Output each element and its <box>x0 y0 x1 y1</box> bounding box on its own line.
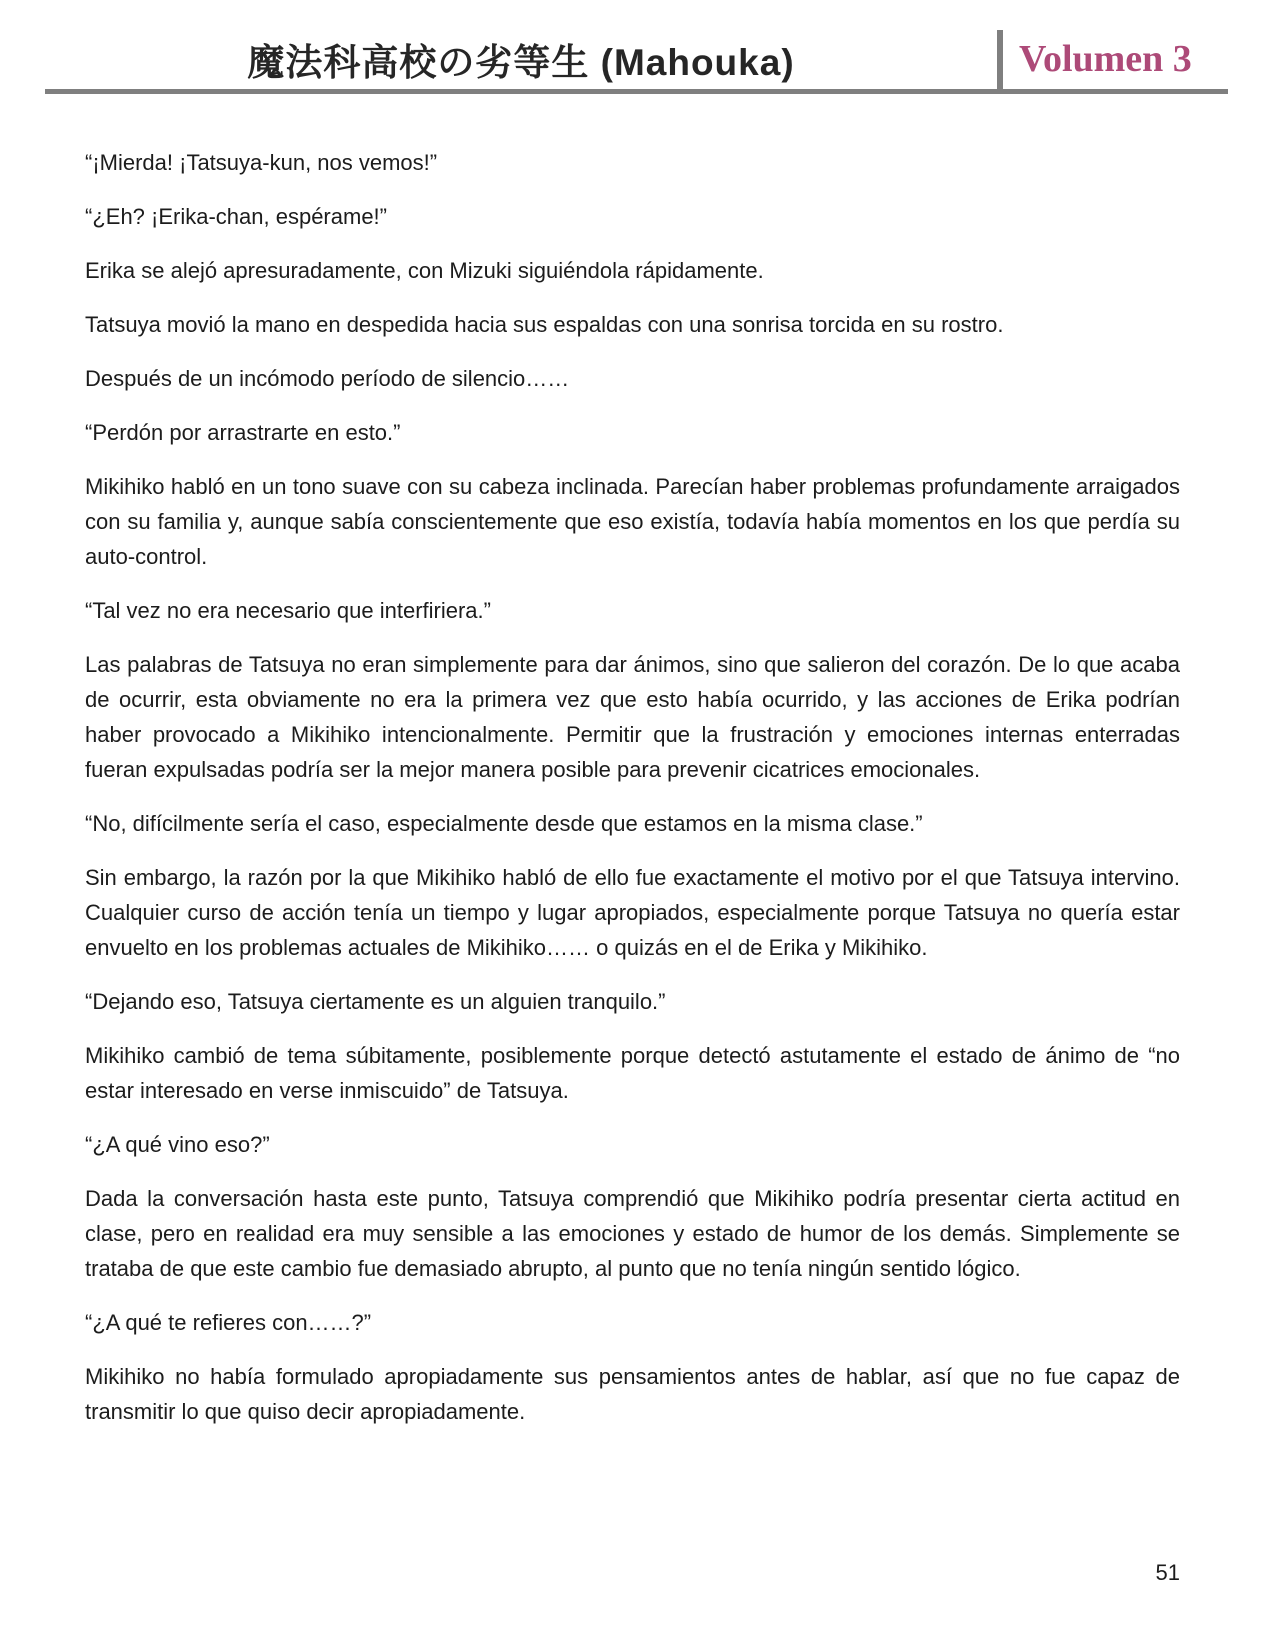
narration-paragraph: Después de un incómodo período de silencio…… <box>85 366 570 391</box>
header-volume-area <box>1003 26 1228 92</box>
series-title: 魔法科高校の劣等生 (Mahouka) <box>247 42 795 83</box>
dialogue-paragraph: “¡Mierda! ¡Tatsuya-kun, nos vemos!” <box>85 150 438 175</box>
dialogue-paragraph: “¿A qué vino eso?” <box>85 1132 270 1157</box>
narration-paragraph: Mikihiko no había formulado apropiadamente sus pensamientos antes de hablar, así que no fue capaz de transmitir lo que quiso decir apropiadamente. <box>85 1364 1180 1424</box>
page-body <box>85 145 1180 1448</box>
dialogue-paragraph: “Dejando eso, Tatsuya ciertamente es un alguien tranquilo.” <box>85 989 666 1014</box>
dialogue-paragraph: “Tal vez no era necesario que interfiriera.” <box>85 598 491 623</box>
header-rule <box>45 89 1228 94</box>
dialogue-paragraph: “¿Eh? ¡Erika-chan, espérame!” <box>85 204 387 229</box>
narration-paragraph: Las palabras de Tatsuya no eran simplemente para dar ánimos, sino que salieron del corazón. De lo que acaba de ocurrir, esta obviamente no era la primera vez que esto había ocurrido, y las acciones de Erika podrían haber provocado a Mikihiko intencionalmente. Permitir que la frustración y emociones internas enterradas fueran expulsadas podría ser la mejor manera posible para prevenir cicatrices emocionales. <box>85 652 1180 782</box>
narration-paragraph: Dada la conversación hasta este punto, Tatsuya comprendió que Mikihiko podría presentar cierta actitud en clase, pero en realidad era muy sensible a las emociones y estado de humor de los demás. Simplemente se trataba de que este cambio fue demasiado abrupto, al punto que no tenía ningún sentido lógico. <box>85 1186 1180 1281</box>
narration-paragraph: Sin embargo, la razón por la que Mikihiko habló de ello fue exactamente el motivo por el que Tatsuya intervino. Cualquier curso de acción tenía un tiempo y lugar apropiados, especialmente porque Tatsuya no quería estar envuelto en los problemas actuales de Mikihiko…… o quizás en el de Erika y Mikihiko. <box>85 865 1180 960</box>
narration-paragraph: Erika se alejó apresuradamente, con Mizuki siguiéndola rápidamente. <box>85 258 764 283</box>
header-title-area <box>45 26 997 92</box>
page-header <box>45 26 1228 92</box>
dialogue-paragraph: “¿A qué te refieres con……?” <box>85 1310 372 1335</box>
narration-paragraph: Mikihiko habló en un tono suave con su cabeza inclinada. Parecían haber problemas profundamente arraigados con su familia y, aunque sabía conscientemente que eso existía, todavía había momentos en los que perdía su auto-control. <box>85 474 1180 569</box>
narration-paragraph: Mikihiko cambió de tema súbitamente, posiblemente porque detectó astutamente el estado de ánimo de “no estar interesado en verse inmiscuido” de Tatsuya. <box>85 1043 1180 1103</box>
page-number: 51 <box>1155 1560 1180 1585</box>
narration-paragraph: Tatsuya movió la mano en despedida hacia sus espaldas con una sonrisa torcida en su rostro. <box>85 312 1004 337</box>
dialogue-paragraph: “Perdón por arrastrarte en esto.” <box>85 420 401 445</box>
volume-label: Volumen 3 <box>1019 38 1192 80</box>
dialogue-paragraph: “No, difícilmente sería el caso, especialmente desde que estamos en la misma clase.” <box>85 811 923 836</box>
